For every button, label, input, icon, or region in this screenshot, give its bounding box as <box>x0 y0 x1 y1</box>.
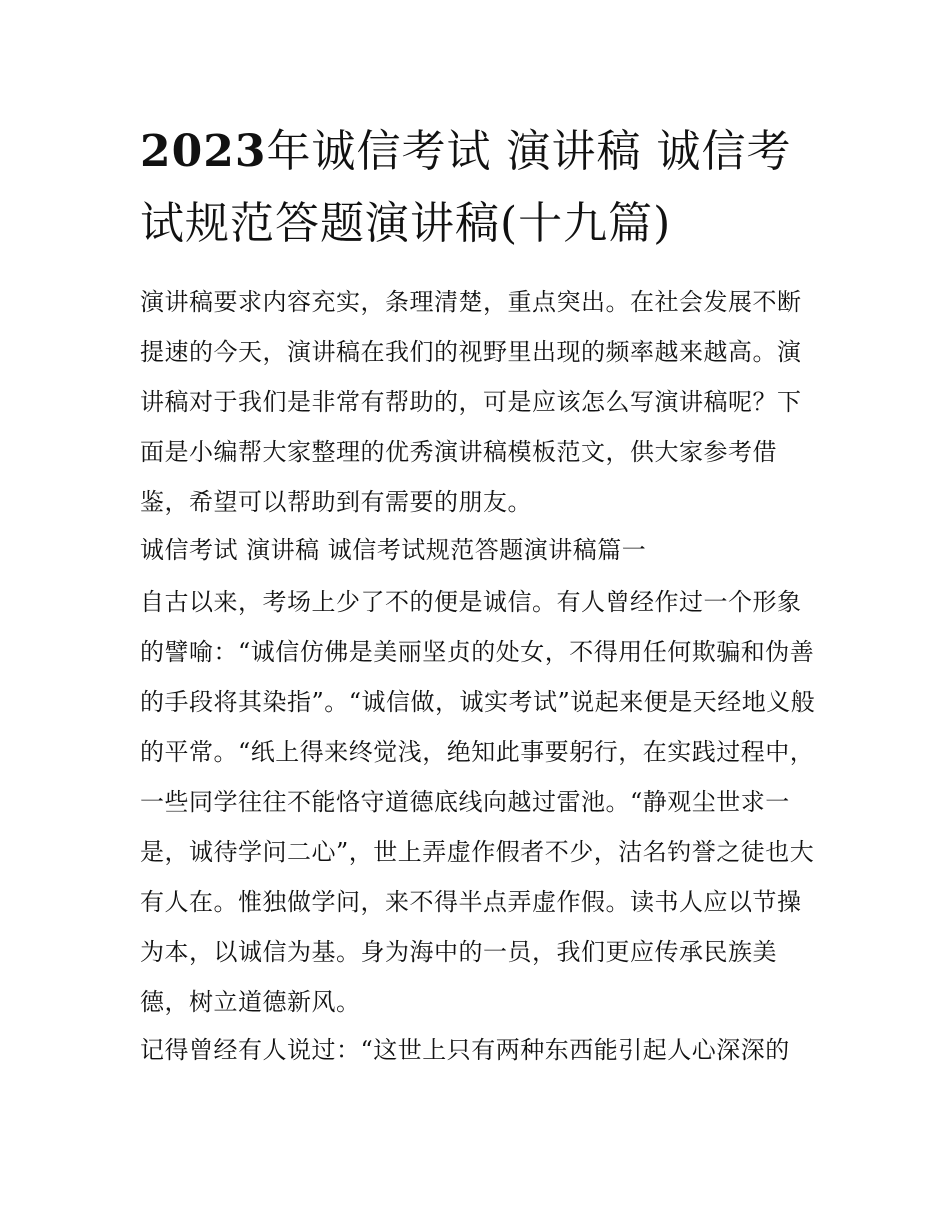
document-title <box>140 116 820 260</box>
title-year: 2023 <box>140 126 267 177</box>
intro-paragraph: 演讲稿要求内容充实，条理清楚，重点突出。在社会发展不断提速的今天，演讲稿在我们的视野里出现的频率越来越高。演讲稿对于我们是非常有帮助的，可是应该怎么写演讲稿呢？下面是小编帮大家整理的优秀演讲稿模板范文，供大家参考借鉴，希望可以帮助到有需要的朋友。 <box>140 288 802 516</box>
body-paragraph-1: 自古以来，考场上少了不的便是诚信。有人曾经作过一个形象的譬喻：“诚信仿佛是美丽坚贞的处女，不得用任何欺骗和伪善的手段将其染指”。“诚信做，诚实考试”说起来便是天经地义般的平常。“纸上得来终觉浅，绝知此事要躬行，在实践过程中，一些同学往往不能恪守道德底线向越过雷池。“静观尘世求一是，诚待学问二心”，世上弄虚作假者不少，沽名钓誉之徒也大有人在。惟独做学问，来不得半点弄虚作假。读书人应以节操为本，以诚信为基。身为海中的一员，我们更应传承民族美德，树立道德新风。 <box>140 588 816 1016</box>
title-text: 年诚信考试 演讲稿 诚信考试规范答题演讲稿(十九篇) <box>140 126 792 249</box>
body-paragraph-2: 记得曾经有人说过：“这世上只有两种东西能引起人心深深的 <box>140 1036 790 1064</box>
section-heading: 诚信考试 演讲稿 诚信考试规范答题演讲稿篇一 <box>140 536 647 564</box>
